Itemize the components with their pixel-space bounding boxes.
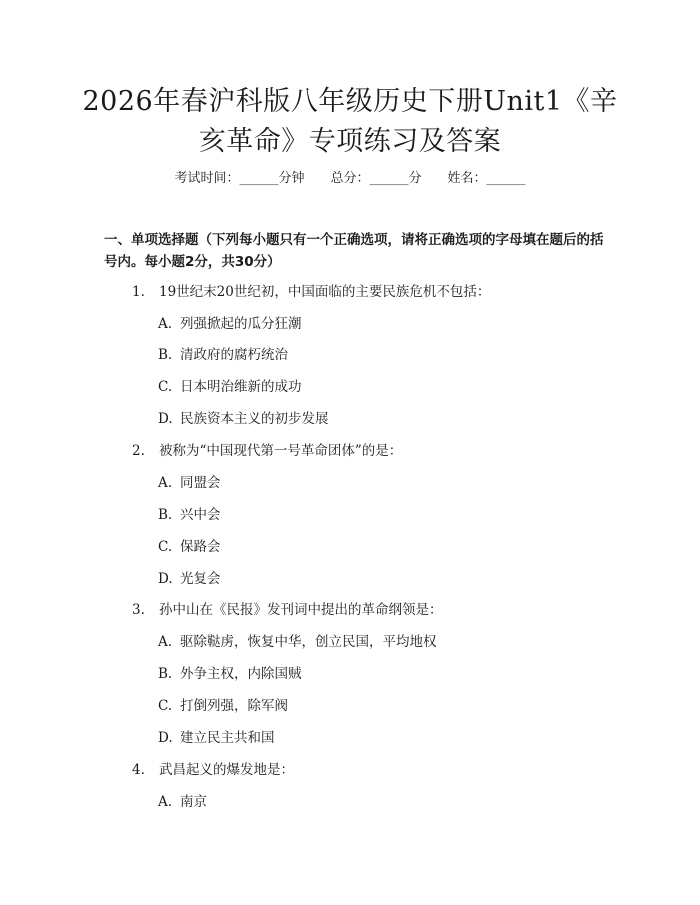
question-text: 被称为“中国现代第一号革命团体”的是： [159,443,403,459]
section-heading: 一、单项选择题（下列每小题只有一个正确选项，请将正确选项的字母填在题后的括号内。每小题2分，共30分） [104,232,604,270]
option-text: 打倒列强，除军阀 [180,698,288,714]
option-item [158,538,221,556]
option-text: 日本明治维新的成功 [180,379,302,395]
option-item [158,506,221,524]
option-letter: D. [158,730,173,746]
exam-time-label: 考试时间：______分钟 [174,171,305,186]
question-number: 4. [132,762,145,778]
question-text: 孙中山在《民报》发刊词中提出的革命纲领是： [159,602,443,618]
option-letter: A. [158,794,173,810]
option-letter: B. [158,507,173,523]
option-item [158,729,275,747]
option-item [158,474,221,492]
option-letter: B. [158,666,173,682]
option-item [158,793,207,811]
option-letter: A. [158,316,173,332]
option-letter: C. [158,379,173,395]
exam-info-line [0,170,700,188]
option-text: 驱除鞑虏，恢复中华，创立民国，平均地权 [180,634,437,650]
option-text: 外争主权，内除国贼 [180,666,302,682]
option-text: 建立民主共和国 [180,730,275,746]
question-number: 1. [132,284,145,300]
option-letter: A. [158,634,173,650]
question-number: 2. [132,443,145,459]
option-letter: D. [158,411,173,427]
option-item [158,315,302,333]
option-item [158,346,288,364]
question-item [132,283,490,301]
question-text: 19世纪末20世纪初，中国面临的主要民族危机不包括： [159,284,491,300]
option-text: 保路会 [180,539,221,555]
option-letter: A. [158,475,173,491]
option-text: 同盟会 [180,475,221,491]
option-letter: D. [158,571,173,587]
option-text: 兴中会 [180,507,221,523]
option-item [158,633,437,651]
option-item [158,378,302,396]
question-number: 3. [132,602,145,618]
total-score-label: 总分：______分 [330,171,422,186]
option-text: 列强掀起的瓜分狂潮 [180,316,302,332]
option-text: 光复会 [180,571,221,587]
option-text: 清政府的腐朽统治 [180,347,288,363]
option-text: 南京 [180,794,207,810]
student-name-label: 姓名：______ [447,171,526,186]
option-letter: C. [158,698,173,714]
option-letter: C. [158,539,173,555]
question-item [132,601,443,619]
option-item [158,665,302,683]
option-text: 民族资本主义的初步发展 [180,411,329,427]
option-item [158,697,288,715]
option-item [158,410,329,428]
question-item [132,761,294,779]
document-title: 2026年春沪科版八年级历史下册Unit1《辛亥革命》专项练习及答案 [82,86,618,157]
question-item [132,442,402,460]
option-letter: B. [158,347,173,363]
question-text: 武昌起义的爆发地是： [159,762,294,778]
option-item [158,570,221,588]
